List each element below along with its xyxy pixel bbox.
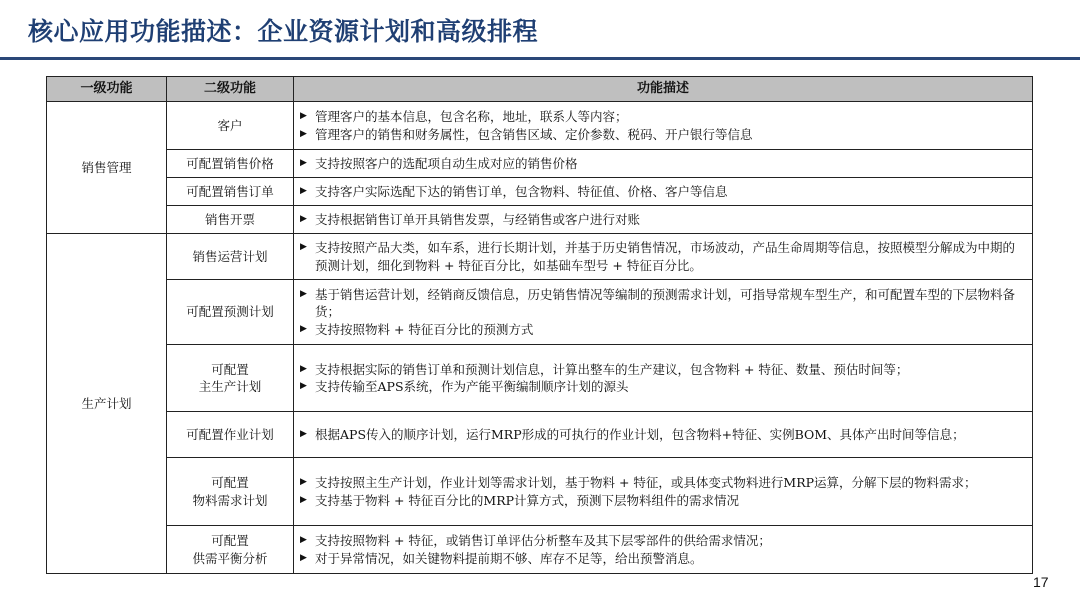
table-header-row: [47, 77, 1033, 102]
description-cell: [294, 412, 1033, 458]
bullet-item: ▶ 支持基于物料 + 特征百分比的MRP计算方式，预测下层物料组件的需求情况: [300, 492, 1026, 510]
bullet-item: ▶ 支持按照客户的选配项自动生成对应的销售价格: [300, 155, 1026, 173]
function-table: [46, 76, 1033, 574]
bullet-item: ▶ 管理客户的基本信息，包含名称，地址，联系人等内容；: [300, 108, 1026, 126]
bullet-item: ▶ 支持按照主生产计划，作业计划等需求计划，基于物料 + 特征，或具体变式物料进行MRP运算，分解下层的物料需求；: [300, 474, 1026, 492]
description-cell: [294, 280, 1033, 345]
table-row: [47, 526, 1033, 574]
table-row: [47, 345, 1033, 412]
bullet-item: ▶ 支持根据实际的销售订单和预测计划信息，计算出整车的生产建议，包含物料 + 特征、数量、预估时间等；: [300, 361, 1026, 379]
level1-production-planning: 生产计划: [47, 234, 167, 574]
bullet-item: ▶ 基于销售运营计划，经销商反馈信息，历史销售情况等编制的预测需求计划，可指导常规车型生产，和可配置车型的下层物料备货；: [300, 286, 1026, 321]
header-description: 功能描述: [294, 77, 1033, 102]
description-cell: [294, 178, 1033, 206]
bullet-item: ▶ 支持按照物料 + 特征，或销售订单评估分析整车及其下层零部件的供给需求情况；: [300, 532, 1026, 550]
description-cell: [294, 345, 1033, 412]
title-divider: [0, 57, 1080, 60]
description-cell: [294, 526, 1033, 574]
description-cell: [294, 458, 1033, 526]
level2-configurable-sales-price: 可配置销售价格: [167, 150, 294, 178]
table-row: [47, 280, 1033, 345]
description-cell: [294, 234, 1033, 280]
table-row: [47, 102, 1033, 150]
level2-configurable-operation-plan: 可配置作业计划: [167, 412, 294, 458]
bullet-item: ▶ 支持按照物料 + 特征百分比的预测方式: [300, 321, 1026, 339]
table-row: [47, 458, 1033, 526]
bullet-item: ▶ 支持根据销售订单开具销售发票，与经销售或客户进行对账: [300, 211, 1026, 229]
table-row: [47, 178, 1033, 206]
level2-sales-operations-plan: 销售运营计划: [167, 234, 294, 280]
slide-title: 核心应用功能描述：企业资源计划和高级排程: [28, 17, 539, 46]
table-row: [47, 206, 1033, 234]
bullet-item: ▶ 支持按照产品大类，如车系，进行长期计划，并基于历史销售情况，市场波动，产品生命周期等信息，按照模型分解成为中期的预测计划，细化到物料 + 特征百分比，如基础车型号 + 特征百分比。: [300, 239, 1026, 274]
page-number: 17: [1033, 574, 1049, 590]
description-cell: [294, 150, 1033, 178]
level2-configurable-master-production-schedule: 可配置 主生产计划: [167, 345, 294, 412]
bullet-item: ▶ 支持传输至APS系统，作为产能平衡编制顺序计划的源头: [300, 378, 1026, 396]
level2-configurable-forecast-plan: 可配置预测计划: [167, 280, 294, 345]
header-level1: 一级功能: [47, 77, 167, 102]
bullet-item: ▶ 根据APS传入的顺序计划，运行MRP形成的可执行的作业计划，包含物料+特征、实例BOM、具体产出时间等信息；: [300, 426, 1026, 444]
bullet-item: ▶ 管理客户的销售和财务属性，包含销售区域、定价参数、税码、开户银行等信息: [300, 126, 1026, 144]
level2-customer: 客户: [167, 102, 294, 150]
level2-sales-invoicing: 销售开票: [167, 206, 294, 234]
table-row: [47, 234, 1033, 280]
description-cell: [294, 206, 1033, 234]
table-row: [47, 412, 1033, 458]
table-row: [47, 150, 1033, 178]
level2-configurable-sales-order: 可配置销售订单: [167, 178, 294, 206]
level2-configurable-supply-demand-analysis: 可配置 供需平衡分析: [167, 526, 294, 574]
header-level2: 二级功能: [167, 77, 294, 102]
level2-configurable-mrp: 可配置 物料需求计划: [167, 458, 294, 526]
bullet-item: ▶ 对于异常情况，如关键物料提前期不够、库存不足等，给出预警消息。: [300, 550, 1026, 568]
bullet-item: ▶ 支持客户实际选配下达的销售订单，包含物料、特征值、价格、客户等信息: [300, 183, 1026, 201]
level1-sales-management: 销售管理: [47, 102, 167, 234]
description-cell: [294, 102, 1033, 150]
